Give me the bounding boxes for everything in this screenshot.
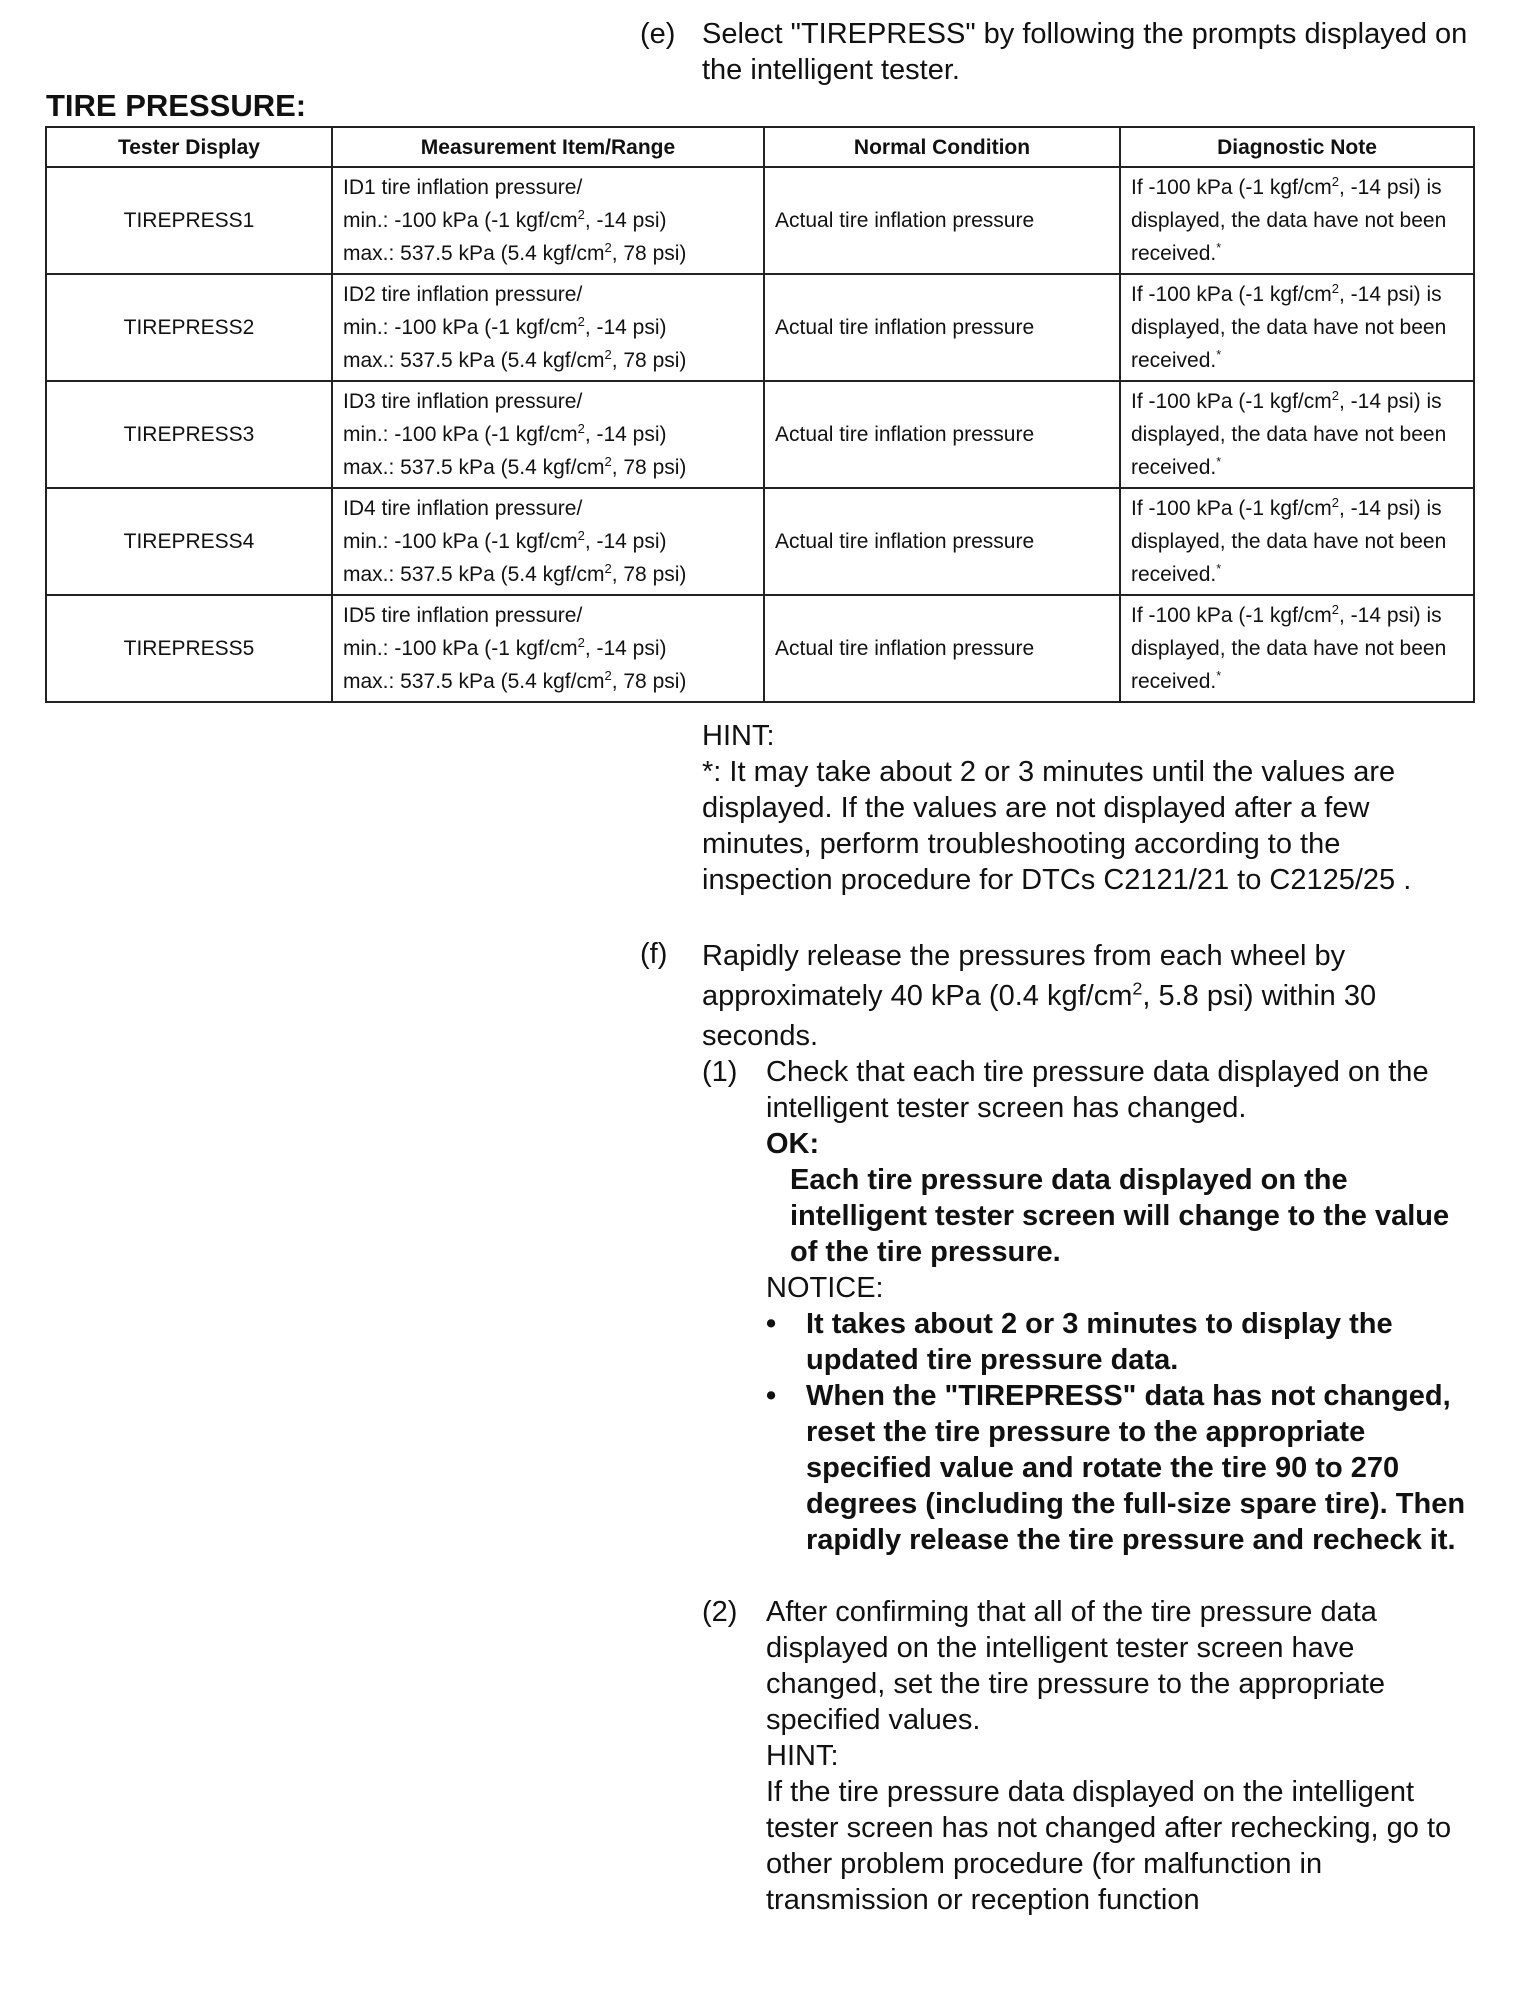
substep-1-text: Check that each tire pressure data displayed on the intelligent tester screen has changed. [766,1056,1429,1124]
diagnostic-note-cell: If -100 kPa (-1 kgf/$cm^2$, -14 psi) is displayed, the data have not been received.* [1120,381,1474,488]
normal-condition-cell: Actual tire inflation pressure [764,381,1120,488]
diagnostic-note-cell: If -100 kPa (-1 kgf/$cm^2$, -14 psi) is displayed, the data have not been received.* [1120,595,1474,702]
section-title: TIRE PRESSURE: [46,88,307,123]
table-row [46,274,1474,381]
table-row [46,167,1474,274]
measurement-max: max.: 537.5 kPa (5.4 kgf/$cm^2$, 78 psi) [343,347,687,372]
measurement-max: max.: 537.5 kPa (5.4 kgf/$cm^2$, 78 psi) [343,454,687,479]
measurement-item: ID1 tire inflation pressure/ [343,176,583,199]
measurement-max: max.: 537.5 kPa (5.4 kgf/$cm^2$, 78 psi) [343,240,687,265]
measurement-item: ID2 tire inflation pressure/ [343,283,583,306]
measurement-cell [332,595,764,702]
normal-condition-cell: Actual tire inflation pressure [764,274,1120,381]
hint-text: *: It may take about 2 or 3 minutes until the values are displayed. If the values are not displayed after a few minutes, perform troubleshooting according to the inspection procedure for DTCs C2121/21 to C2125/25 . [702,756,1412,896]
table-row [46,488,1474,595]
diagnostic-note-cell: If -100 kPa (-1 kgf/$cm^2$, -14 psi) is displayed, the data have not been received.* [1120,488,1474,595]
substep-2-text: After confirming that all of the tire pressure data displayed on the intelligent tester screen have changed, set the tire pressure to the appropriate specified values. [766,1596,1386,1736]
measurement-cell [332,488,764,595]
header-measurement-item: Measurement Item/Range [332,127,764,167]
measurement-min: min.: -100 kPa (-1 kgf/$cm^2$, -14 psi) [343,314,667,339]
notice-bullet-1: It takes about 2 or 3 minutes to display the updated tire pressure data. [806,1308,1393,1376]
header-tester-display: Tester Display [46,127,332,167]
step-e-text: Select "TIREPRESS" by following the prompts displayed on the intelligent tester. [702,18,1468,86]
measurement-item: ID5 tire inflation pressure/ [343,604,583,627]
ok-text: Each tire pressure data displayed on the intelligent tester screen will change to the value of the tire pressure. [790,1164,1450,1268]
measurement-min: min.: -100 kPa (-1 kgf/$cm^2$, -14 psi) [343,207,667,232]
diagnostic-note-cell: If -100 kPa (-1 kgf/$cm^2$, -14 psi) is displayed, the data have not been received.* [1120,167,1474,274]
measurement-cell [332,167,764,274]
notice-bullet-2: When the "TIREPRESS" data has not changed, reset the tire pressure to the appropriate specified value and rotate the tire 90 to 270 degrees (including the full-size spare tire). Then rapidly release the tire pressure and recheck it. [806,1380,1466,1556]
measurement-cell [332,381,764,488]
tire-pressure-table [45,126,1475,703]
step-f-text: Rapidly release the pressures from each wheel by approximately 40 kPa (0.4 kgf/$cm^2$, 5.8 psi) within 30 seconds. [702,940,1377,1052]
header-diagnostic-note: Diagnostic Note [1120,127,1474,167]
normal-condition-cell: Actual tire inflation pressure [764,595,1120,702]
measurement-max: max.: 537.5 kPa (5.4 kgf/$cm^2$, 78 psi) [343,668,687,693]
tester-display-cell: TIREPRESS4 [46,488,332,595]
table-header-row [46,127,1474,167]
header-normal-condition: Normal Condition [764,127,1120,167]
normal-condition-cell: Actual tire inflation pressure [764,167,1120,274]
bullet-icon: • [766,1380,777,1412]
table-row [46,595,1474,702]
hint-label: HINT: [766,1740,839,1772]
tester-display-cell: TIREPRESS5 [46,595,332,702]
measurement-min: min.: -100 kPa (-1 kgf/$cm^2$, -14 psi) [343,528,667,553]
tester-display-cell: TIREPRESS3 [46,381,332,488]
table-row [46,381,1474,488]
tester-display-cell: TIREPRESS1 [46,167,332,274]
measurement-max: max.: 537.5 kPa (5.4 kgf/$cm^2$, 78 psi) [343,561,687,586]
notice-label: NOTICE: [766,1272,884,1304]
normal-condition-cell: Actual tire inflation pressure [764,488,1120,595]
measurement-cell [332,274,764,381]
diagnostic-note-cell: If -100 kPa (-1 kgf/$cm^2$, -14 psi) is displayed, the data have not been received.* [1120,274,1474,381]
substep-1-number: (1) [702,1056,738,1088]
ok-label: OK: [766,1128,820,1160]
substep-2-number: (2) [702,1596,738,1628]
tester-display-cell: TIREPRESS2 [46,274,332,381]
measurement-item: ID4 tire inflation pressure/ [343,497,583,520]
measurement-min: min.: -100 kPa (-1 kgf/$cm^2$, -14 psi) [343,421,667,446]
bullet-icon: • [766,1308,777,1340]
measurement-item: ID3 tire inflation pressure/ [343,390,583,413]
measurement-min: min.: -100 kPa (-1 kgf/$cm^2$, -14 psi) [343,635,667,660]
hint-label: HINT: [702,720,775,752]
step-f-letter: (f) [640,938,668,970]
step-e-letter: (e) [640,18,676,50]
hint-text: If the tire pressure data displayed on the intelligent tester screen has not changed after rechecking, go to other problem procedure (for malfunction in transmission or reception function [766,1776,1452,1916]
